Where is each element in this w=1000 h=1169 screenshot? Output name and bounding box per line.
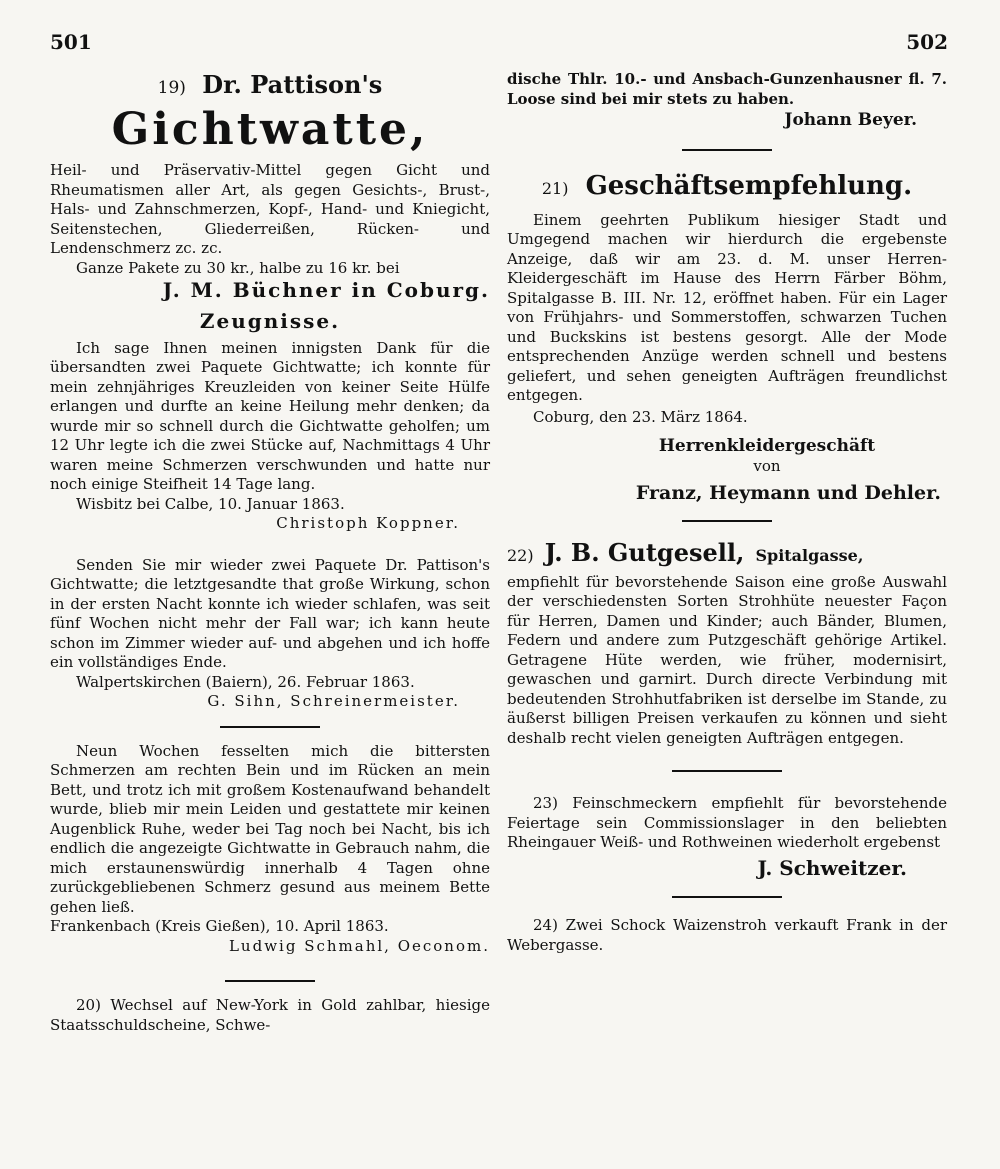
ad-24-text: 24) Zwei Schock Waizenstroh verkauft Frank in der Webergasse.	[507, 916, 947, 954]
page-number-left: 501	[50, 30, 92, 54]
divider	[672, 770, 782, 772]
price-line: Ganze Pakete zu 30 kr., halbe zu 16 kr. bei	[76, 258, 400, 277]
ad-22-street: Spitalgasse,	[755, 545, 864, 565]
ad-21-title: Geschäftsempfehlung.	[585, 170, 913, 201]
seller: J. M. Büchner in Coburg.	[162, 278, 490, 302]
divider	[672, 896, 782, 898]
ad-20-signature: Johann Beyer.	[784, 110, 917, 130]
ad-21	[507, 169, 947, 522]
ad-21-signature-1: Herrenkleidergeschäft	[658, 436, 876, 456]
divider	[225, 980, 315, 982]
ad-23	[507, 794, 947, 898]
ad-intro: Heil- und Präservativ-Mittel gegen Gicht und Rheumatismen aller Art, als gegen Gesichts-, Brust-, Hals- und Zahnschmerzen, Kopf-, Hand- und Kniegicht, Seitenstechen, Gliederreißen, Rücken- und Lendenschmerz zc. zc.	[50, 161, 490, 257]
testimonials-heading: Zeugnisse.	[199, 308, 341, 333]
ad-22-text: empfiehlt für bevorstehende Saison eine große Auswahl der verschiedensten Sorten Strohhüte neuester Façon für Herren, Damen und Kinder; auch Bänder, Blumen, Federn und andere zum Putzgeschäft gehörige Artikel. Getragene Hüte werden, wie früher, modernisirt, gewaschen und garnirt. Durch directe Verbindung mit bedeutenden Strohhutfabriken ist derselbe im Stande, zu äußerst billigen Preisen verkaufen zu können und sieht deshalb recht vielen geneigten Aufträgen entgegen.	[507, 572, 947, 747]
testimonial-3-signature: Ludwig Schmahl, Oeconom.	[228, 936, 490, 955]
divider	[220, 726, 320, 728]
testimonial-1-place: Wisbitz bei Calbe, 10. Januar 1863.	[76, 494, 345, 513]
right-column	[507, 70, 947, 955]
product-title: Gichtwatte,	[111, 104, 429, 155]
testimonial-2-signature: G. Sihn, Schreinermeister.	[207, 692, 460, 710]
ad-19	[50, 70, 490, 982]
left-column	[50, 70, 490, 1035]
ad-22-name: J. B. Gutgesell,	[544, 537, 745, 567]
testimonial-3: Neun Wochen fesselten mich die bittersten Schmerzen am rechten Bein und im Rücken an mein Bett, und trotz ich mit großem Kostenaufwand behandelt wurde, blieb mir mein Leiden und gestattete mir keinen Augenblick Ruhe, weder bei Tag noch bei Nacht, bis ich endlich die angezeigte Gichtwatte in Gebrauch nahm, die mich erstaunenswürdig innerhalb 4 Tagen ohne zurückgebliebenen Schmerz gesund aus meinem Bette gehen ließ.	[50, 741, 490, 916]
ad-number: 19)	[157, 78, 186, 98]
testimonial-1: Ich sage Ihnen meinen innigsten Dank für die übersandten zwei Paquete Gichtwatte; ich konnte für mein zehnjähriges Kreuzleiden von keiner Seite Hülfe erlangen und durfte an keine Heilung mehr denken; da wurde mir so schnell durch die Gichtwatte geholfen; um 12 Uhr legte ich die zwei Stücke auf, Nachmittags 4 Uhr waren meine Schmerzen verschwunden und hatte nur noch einige Steifheit 14 Tage lang.	[50, 338, 490, 493]
ad-24	[507, 916, 947, 955]
testimonial-3-place: Frankenbach (Kreis Gießen), 10. April 1863.	[50, 917, 389, 935]
ad-20	[50, 996, 490, 1035]
ad-number: 22)	[507, 545, 534, 565]
ad-21-date: Coburg, den 23. März 1864.	[533, 407, 748, 426]
ad-21-text: Einem geehrten Publikum hiesiger Stadt und Umgegend machen wir hierdurch die ergebenste Anzeige, daß wir am 23. d. M. unser Herren-Kleidergeschäft im Hause des Herrn Färber Böhm, Spitalgasse B. III. Nr. 12, eröffnet haben. Für ein Lager von Frühjahrs- und Sommerstoffen, schwarzen Tuchen und Buckskins ist bestens gesorgt. Alle der Mode entsprechenden Anzüge werden schnell und bestens geliefert, und sehen geneigten Aufträgen freundlichst entgegen.	[507, 210, 947, 404]
page-number-right: 502	[906, 30, 948, 54]
ad-20-continuation: dische Thlr. 10.- und Ansbach-Gunzenhausner fl. 7. Loose sind bei mir stets zu haben.	[507, 70, 947, 108]
divider	[682, 149, 772, 151]
ad-21-signature-3: Franz, Heymann und Dehler.	[635, 482, 941, 504]
testimonial-2: Senden Sie mir wieder zwei Paquete Dr. Pattison's Gichtwatte; die letztgesandte that große Wirkung, schon in der ersten Nacht konnte ich wieder schlafen, was seit fünf Wochen nicht mehr der Fall war; ich kann heute schon im Zimmer wieder auf- und abgehen und ich hoffe ein vollständiges Ende.	[50, 555, 490, 671]
ad-number: 21)	[541, 178, 569, 198]
testimonial-1-signature: Christoph Koppner.	[276, 514, 460, 532]
ad-22	[507, 538, 947, 773]
ad-21-signature-2: von	[753, 456, 781, 475]
brand-name: Dr. Pattison's	[202, 70, 383, 99]
ad-number: 20)	[76, 996, 101, 1014]
divider	[682, 520, 772, 522]
ad-23-signature: J. Schweitzer.	[757, 855, 907, 880]
ad-23-text: 23) Feinschmeckern empfiehlt für bevorstehende Feiertage sein Commissionslager in den beliebten Rheingauer Weiß- und Rothweinen wiederholt ergebenst	[507, 794, 947, 851]
ad-20-text: Wechsel auf New-York in Gold zahlbar, hiesige Staatsschuldscheine, Schwe-	[50, 996, 490, 1034]
ad-20-continued	[507, 70, 947, 151]
testimonial-2-place: Walpertskirchen (Baiern), 26. Februar 1863.	[76, 672, 415, 691]
